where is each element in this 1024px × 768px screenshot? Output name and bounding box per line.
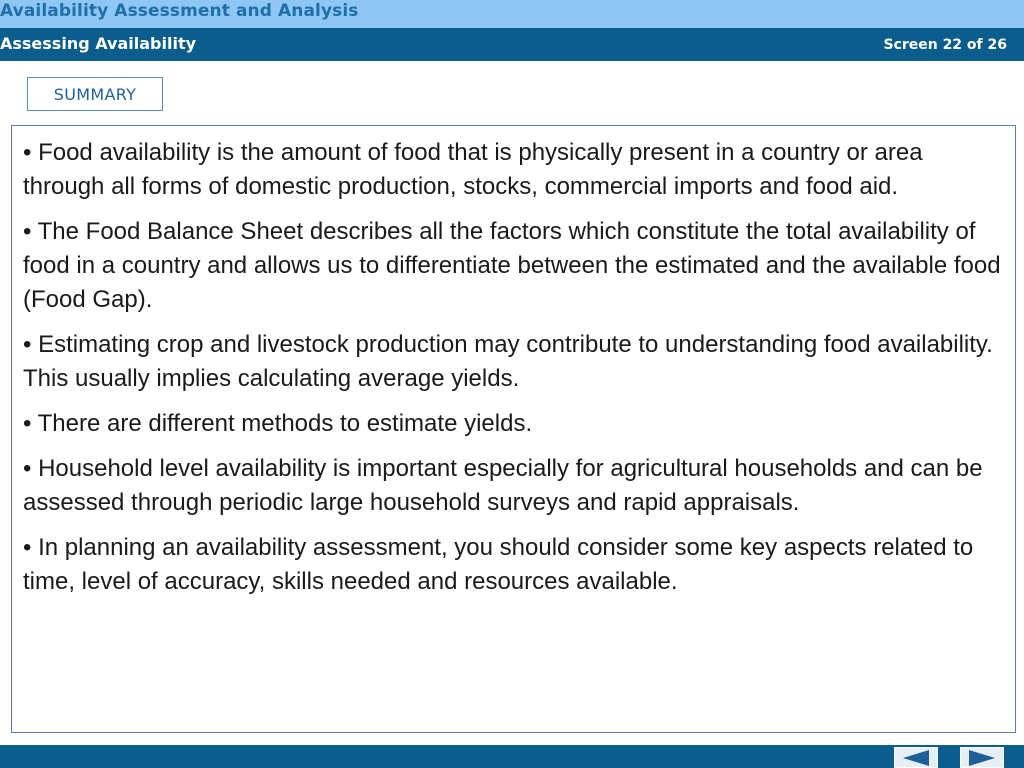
- previous-screen-button[interactable]: [894, 747, 938, 768]
- arrow-left-icon: [901, 750, 931, 766]
- summary-point: • There are different methods to estimate yields.: [23, 410, 533, 437]
- summary-point: • Household level availability is important especially for agricultural households and can be assessed through periodic large household surveys and rapid appraisals.: [23, 455, 983, 516]
- summary-point: • Food availability is the amount of food that is physically present in a country or area through all forms of domestic production, stocks, commercial imports and food aid.: [23, 139, 923, 200]
- arrow-right-icon: [967, 750, 997, 766]
- lesson-header-bar: [0, 28, 1024, 61]
- course-title: Availability Assessment and Analysis: [0, 1, 359, 21]
- course-header-bar: [0, 0, 1024, 28]
- next-screen-button[interactable]: [960, 747, 1004, 768]
- summary-point: • Estimating crop and livestock production may contribute to understanding food availability. This usually implies calculating average yields.: [23, 331, 993, 392]
- section-label: SUMMARY: [27, 77, 163, 111]
- summary-point: • The Food Balance Sheet describes all the factors which constitute the total availability of food in a country and allows us to differentiate between the estimated and the available food (Food Gap).: [23, 218, 1001, 313]
- screen-counter: Screen 22 of 26: [883, 37, 1007, 53]
- summary-point: • In planning an availability assessment, you should consider some key aspects related to time, level of accuracy, skills needed and resources available.: [23, 534, 974, 595]
- summary-content: [11, 125, 1016, 733]
- footer-bar: [0, 745, 1024, 768]
- lesson-title: Assessing Availability: [0, 34, 197, 53]
